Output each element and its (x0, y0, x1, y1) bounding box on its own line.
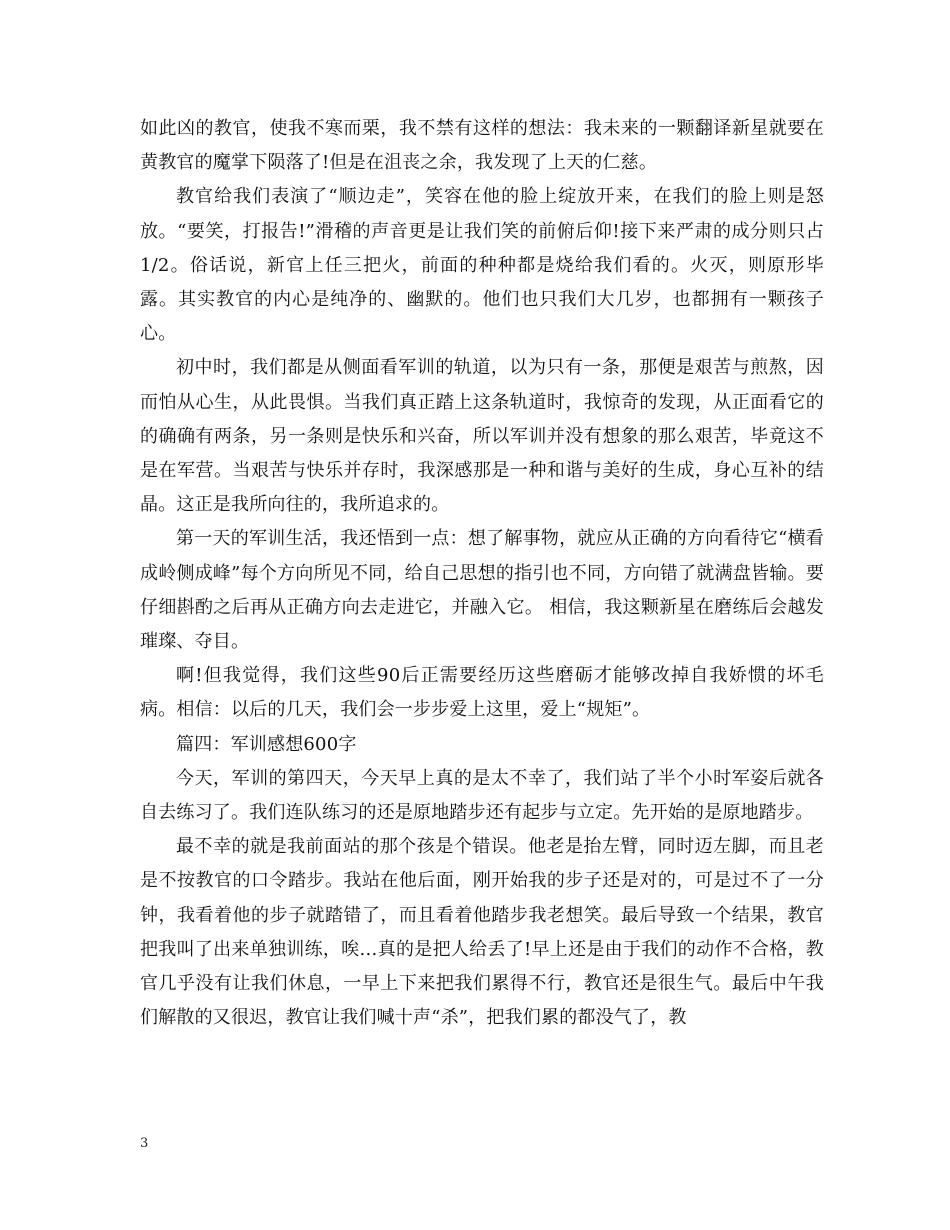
paragraph-5: 啊!但我觉得，我们这些90后正需要经历这些磨砺才能够改掉自我娇惯的坏毛病。相信：以后的几天，我们会一步步爱上这里，爱上“规矩”。 (140, 665, 824, 721)
document-body (140, 112, 824, 1035)
paragraph-3: 初中时，我们都是从侧面看军训的轨道，以为只有一条，那便是艰苦与煎熬，因而怕从心生，从此畏惧。当我们真正踏上这条轨道时，我惊奇的发现，从正面看它的的确确有两条，另一条则是快乐和兴奋，所以军训并没有想象的那么艰苦，毕竟这不是在军营。当艰苦与快乐并存时，我深感那是一种和谐与美好的生成，身心互补的结晶。这正是我所向往的，我所追求的。 (140, 357, 824, 516)
paragraph-7: 最不幸的就是我前面站的那个孩是个错误。他老是抬左臂，同时迈左脚，而且老是不按教官的口令踏步。我站在他后面，刚开始我的步子还是对的，可是过不了一分钟，我看着他的步子就踏错了，而且看着他踏步我老想笑。最后导致一个结果，教官把我叫了出来单独训练，唉…真的是把人给丢了!早上还是由于我们的动作不合格，教官几乎没有让我们休息，一早上下来把我们累得不行，教官还是很生气。最后中午我们解散的又很迟，教官让我们喊十声“杀”，把我们累的都没气了，教 (140, 836, 824, 1029)
paragraph-1: 如此凶的教官，使我不寒而栗，我不禁有这样的想法：我未来的一颗翻译新星就要在黄教官的魔掌下陨落了!但是在沮丧之余，我发现了上天的仁慈。 (140, 118, 824, 174)
paragraph-4: 第一天的军训生活，我还悟到一点：想了解事物，就应从正确的方向看待它“横看成岭侧成峰”每个方向所见不同，给自己思想的指引也不同，方向错了就满盘皆输。要仔细斟酌之后再从正确方向去走进它，并融入它。 相信，我这颗新星在磨练后会越发璀璨、夺目。 (140, 528, 824, 653)
section-heading: 篇四：军训感想600字 (176, 733, 357, 755)
paragraph-2: 教官给我们表演了“顺边走”，笑容在他的脸上绽放开来，在我们的脸上则是怒放。“要笑，打报告!”滑稽的声音更是让我们笑的前俯后仰!接下来严肃的成分则只占1/2。俗话说，新官上任三把火，前面的种种都是烧给我们看的。火灭，则原形毕露。其实教官的内心是纯净的、幽默的。他们也只我们大几岁，也都拥有一颗孩子心。 (140, 186, 824, 345)
page-number: 3 (140, 1136, 149, 1151)
paragraph-6: 今天，军训的第四天，今天早上真的是太不幸了，我们站了半个小时军姿后就各自去练习了。我们连队练习的还是原地踏步还有起步与立定。先开始的是原地踏步。 (140, 767, 824, 824)
